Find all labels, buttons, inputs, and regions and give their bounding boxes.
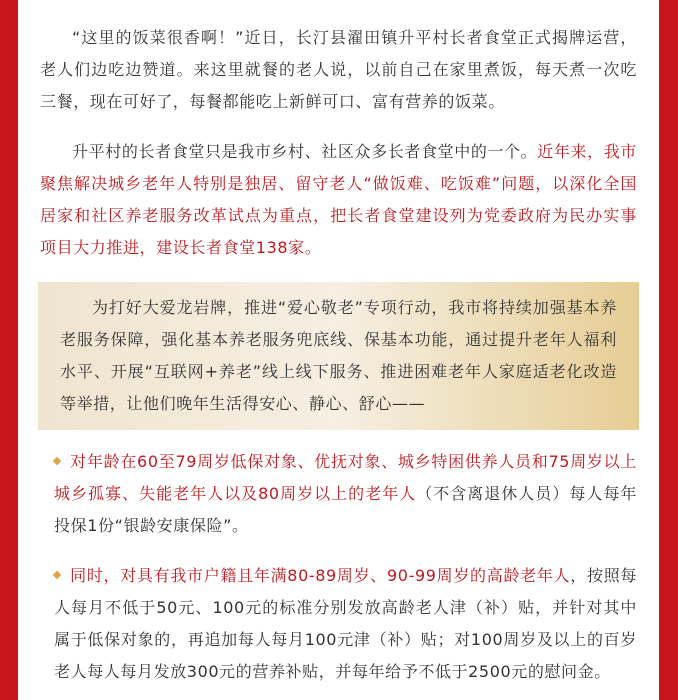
- bullet-insurance-highlight: 对年龄在60至79周岁低保对象、优抚对象、城乡特困供养人员和75周岁以上城乡孤寡、失能老年人以及80周岁以上的老年人: [54, 452, 637, 503]
- bullet-subsidy-normal: ，按照每人每月不低于50元、100元的标准分别发放高龄老人津（补）贴，并针对其中属于低保对象的，再追加每人每月100元津（补）贴；对100周岁及以上的百岁老人每人每月发放300元的营养补贴，并每年给予不低于2500元的慰问金。: [54, 566, 638, 681]
- paragraph-canteens-highlight: 近年来，我市聚焦解决城乡老年人特别是独居、留守老人“做饭难、吃饭难”问题，以深化全国居家和社区养老服务改革试点为重点，把长者食堂建设列为党委政府为民办实事项目大力推进，建设长者食堂138家。: [40, 142, 637, 257]
- quote-text: 为打好大爱龙岩牌，推进“爱心敬老”专项行动，我市将持续加强基本养老服务保障，强化基本养老服务兜底线、保基本功能，通过提升老年人福利水平、开展“互联网+养老”线上线下服务、推进困难老年人家庭适老化改造等举措，让他们晚年生活得安心、静心、舒心——: [60, 298, 617, 413]
- paragraph-canteens-normal: 升平村的长者食堂只是我市乡村、社区众多长者食堂中的一个。: [72, 142, 538, 161]
- paragraph-intro: “这里的饭菜很香啊！”近日，长汀县濯田镇升平村长者食堂正式揭牌运营，老人们边吃边赞道。来这里就餐的老人说，以前自己在家里煮饭，每天煮一次吃三餐，现在可好了，每餐都能吃上新鲜可口、富有营养的饭菜。: [40, 28, 637, 111]
- paragraph-canteens: [40, 136, 637, 264]
- article-body: [18, 0, 659, 700]
- bullet-subsidy-highlight: 同时，对具有我市户籍且年满80-89周岁、90-99周岁的高龄老年人: [70, 566, 571, 585]
- diamond-bullet-icon: [53, 456, 61, 464]
- bullet-subsidy: [40, 560, 637, 688]
- quote-box: [38, 282, 639, 430]
- diamond-bullet-icon: [53, 570, 61, 578]
- bullet-insurance: [40, 446, 637, 542]
- bullet-insurance-normal: （不含离退休人员）每人每年投保1份“银龄安康保险”。: [54, 484, 637, 535]
